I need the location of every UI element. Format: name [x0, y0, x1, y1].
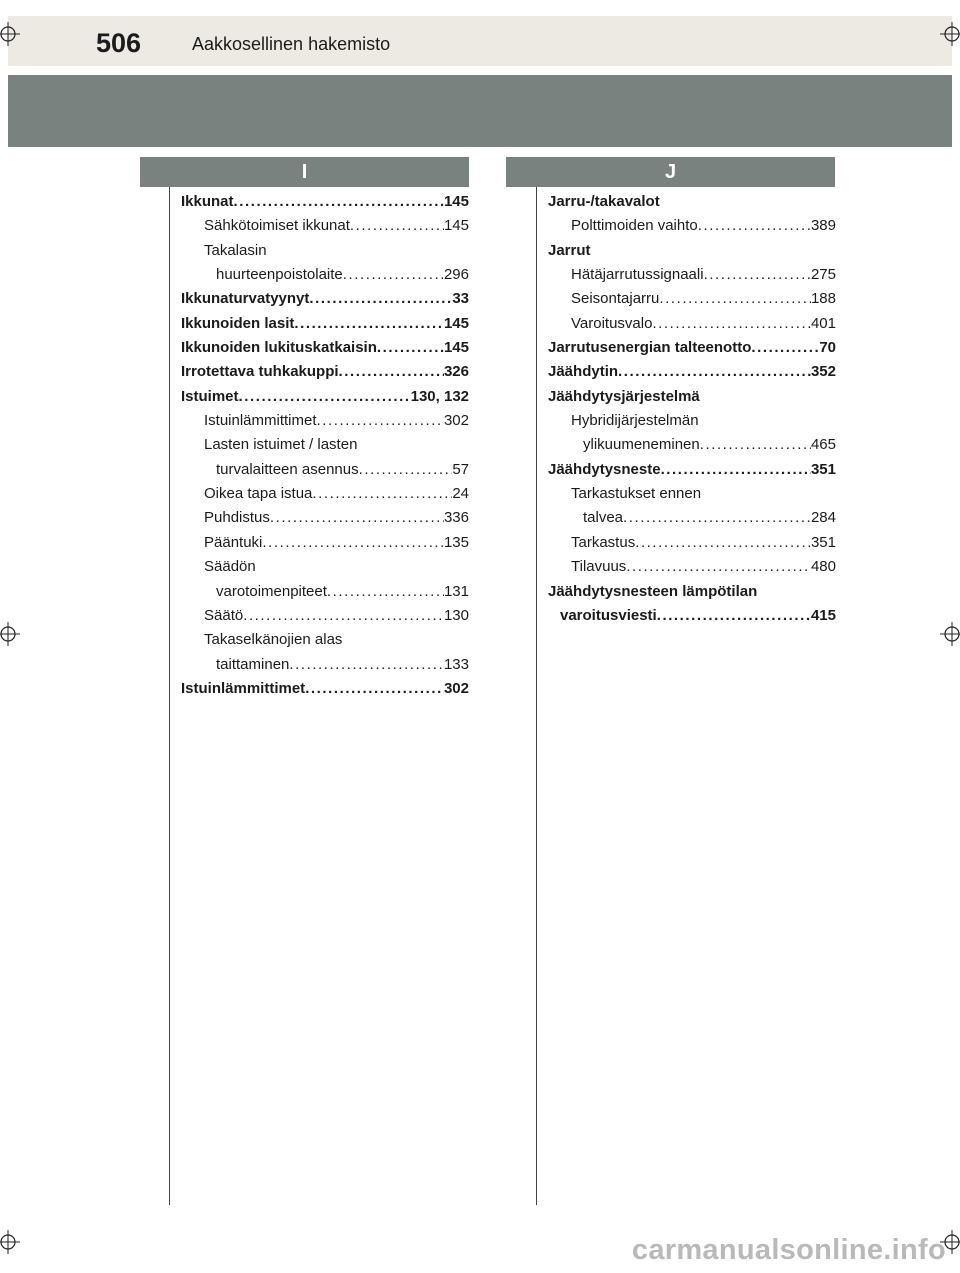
index-page-ref[interactable]: 480 [810, 558, 836, 576]
index-entry [548, 360, 836, 384]
index-page-ref[interactable]: 302 [443, 412, 469, 430]
index-term: Pääntuki [204, 533, 263, 551]
leader-dots [294, 312, 444, 336]
leader-dots [339, 360, 444, 384]
index-term: talvea [583, 509, 624, 527]
index-entry [181, 385, 469, 409]
index-page-ref[interactable]: 336 [443, 509, 469, 527]
leader-dots [657, 604, 811, 628]
index-page-ref[interactable]: 465 [810, 436, 836, 454]
leader-dots [700, 433, 811, 457]
index-entry [181, 506, 469, 530]
registration-mark-icon [940, 622, 960, 646]
index-page-ref[interactable]: 401 [810, 314, 836, 332]
leader-dots [704, 263, 811, 287]
index-page-ref[interactable]: 131 [443, 582, 469, 600]
index-entry [181, 190, 469, 214]
index-entry [181, 312, 469, 336]
leader-dots [270, 506, 444, 530]
index-term: Jäähdytin [548, 363, 619, 381]
index-entry [181, 482, 469, 506]
index-page-ref[interactable]: 24 [452, 485, 469, 503]
registration-mark-icon [0, 22, 20, 46]
index-entry [548, 312, 836, 336]
index-entry [548, 555, 836, 579]
index-term: huurteenpoistolaite [216, 266, 343, 284]
index-term: Säädön [204, 558, 256, 576]
index-term: varoitusviesti [560, 606, 657, 624]
registration-mark-icon [0, 622, 20, 646]
index-entry [548, 409, 836, 433]
page-title: Aakkosellinen hakemisto [192, 34, 391, 54]
leader-dots [618, 360, 811, 384]
index-term: Ikkunoiden lasit [181, 314, 295, 332]
index-page-ref[interactable]: 130, 132 [410, 387, 469, 405]
index-page-ref[interactable]: 284 [810, 509, 836, 527]
index-entry [548, 385, 836, 409]
index-term: Tarkastukset ennen [571, 485, 702, 503]
index-term: Puhdistus [204, 509, 270, 527]
registration-mark-icon [940, 22, 960, 46]
index-entry [548, 263, 836, 287]
leader-dots [659, 287, 811, 311]
index-page-ref[interactable]: 145 [443, 314, 469, 332]
index-entry [548, 214, 836, 238]
section-letter-j: J [506, 157, 835, 187]
leader-dots [698, 214, 811, 238]
index-entry [548, 287, 836, 311]
section-banner [8, 75, 952, 147]
index-entry [548, 433, 836, 457]
index-entry [181, 555, 469, 579]
column-rule-j [536, 187, 537, 1205]
index-entry [548, 604, 836, 628]
index-term: Varoitusvalo [571, 314, 653, 332]
index-term: Hätäjarrutussignaali [571, 266, 704, 284]
index-entry [181, 531, 469, 555]
index-term: varotoimenpiteet [216, 582, 327, 600]
index-entry [181, 214, 469, 238]
index-entry [181, 360, 469, 384]
index-term: Polttimoiden vaihto [571, 217, 698, 235]
index-term: Jäähdytysnesteen lämpötilan [548, 582, 758, 600]
index-entry [181, 628, 469, 652]
column-rule-i [169, 187, 170, 1205]
index-term: Jäähdytysjärjestelmä [548, 387, 700, 405]
leader-dots [312, 482, 452, 506]
index-entry [181, 653, 469, 677]
leader-dots [652, 312, 811, 336]
index-column-i [181, 190, 469, 701]
index-page-ref[interactable]: 57 [452, 460, 469, 478]
leader-dots [327, 580, 444, 604]
index-entry [548, 580, 836, 604]
index-term: Jarrutusenergian talteenotto [548, 339, 752, 357]
index-entry [181, 580, 469, 604]
index-term: Seisontajarru [571, 290, 660, 308]
index-entry [548, 239, 836, 263]
index-term: Ikkunat [181, 193, 234, 210]
leader-dots [309, 287, 452, 311]
index-term: Hybridijärjestelmän [571, 412, 699, 430]
index-entry [181, 263, 469, 287]
leader-dots [289, 653, 444, 677]
index-page-ref[interactable]: 352 [810, 363, 836, 381]
index-term: Takaselkänojien alas [204, 631, 343, 649]
leader-dots [305, 677, 444, 701]
index-page-ref[interactable]: 302 [443, 679, 469, 697]
leader-dots [635, 531, 811, 555]
index-entry [548, 190, 836, 214]
index-page-ref[interactable]: 33 [452, 290, 469, 308]
leader-dots [350, 214, 444, 238]
index-entry [181, 458, 469, 482]
leader-dots [661, 458, 811, 482]
index-page-ref[interactable]: 130 [443, 606, 469, 624]
leader-dots [234, 190, 444, 214]
leader-dots [377, 336, 444, 360]
leader-dots [626, 555, 811, 579]
index-page-ref[interactable]: 415 [810, 606, 836, 624]
index-entry [548, 531, 836, 555]
leader-dots [751, 336, 819, 360]
index-term: ylikuumeneminen [583, 436, 700, 454]
index-entry [548, 482, 836, 506]
registration-mark-icon [0, 1230, 20, 1254]
index-page-ref[interactable]: 326 [443, 363, 469, 381]
index-term: Ikkunoiden lukituskatkaisin [181, 339, 377, 357]
index-page-ref[interactable]: 145 [443, 193, 469, 210]
index-column-j [548, 190, 836, 628]
index-term: Tilavuus [571, 558, 627, 576]
index-page-ref[interactable]: 351 [810, 460, 836, 478]
index-entry [181, 239, 469, 263]
index-page-ref[interactable]: 133 [443, 655, 469, 673]
leader-dots [623, 506, 811, 530]
index-page-ref[interactable]: 145 [443, 217, 469, 235]
index-entry [548, 506, 836, 530]
page-number: 506 [96, 28, 142, 58]
index-entry [181, 677, 469, 701]
leader-dots [317, 409, 444, 433]
index-page-ref[interactable]: 70 [819, 339, 836, 357]
leader-dots [239, 385, 411, 409]
index-term: taittaminen [216, 655, 290, 673]
index-term: Istuimet [181, 387, 239, 405]
index-entry [181, 604, 469, 628]
index-entry [548, 458, 836, 482]
index-page-ref[interactable]: 188 [810, 290, 836, 308]
index-page-ref[interactable]: 135 [443, 533, 469, 551]
index-entry [181, 336, 469, 360]
header-band [8, 16, 952, 66]
leader-dots [262, 531, 444, 555]
index-entry [181, 433, 469, 457]
index-page-ref[interactable]: 145 [443, 339, 469, 357]
index-term: Oikea tapa istua [204, 485, 313, 503]
index-term: Sähkötoimiset ikkunat [204, 217, 350, 235]
index-term: Jäähdytysneste [548, 460, 661, 478]
leader-dots [343, 263, 444, 287]
index-page-ref[interactable]: 275 [810, 266, 836, 284]
index-term: Lasten istuimet / lasten [204, 436, 358, 454]
index-term: Jarru-/takavalot [548, 193, 660, 210]
index-entry [181, 287, 469, 311]
index-page-ref[interactable]: 389 [810, 217, 836, 235]
index-term: turvalaitteen asennus [216, 460, 359, 478]
section-letter-i: I [140, 157, 469, 187]
leader-dots [243, 604, 444, 628]
watermark: carmanualsonline.info [631, 1234, 946, 1266]
index-term: Tarkastus [571, 533, 636, 551]
index-term: Istuinlämmittimet [204, 412, 317, 430]
leader-dots [359, 458, 453, 482]
index-term: Säätö [204, 606, 244, 624]
index-term: Istuinlämmittimet [181, 679, 306, 697]
index-term: Ikkunaturvatyynyt [181, 290, 310, 308]
index-term: Irrotettava tuhkakuppi [181, 363, 339, 381]
index-page-ref[interactable]: 351 [810, 533, 836, 551]
index-term: Takalasin [204, 241, 267, 259]
index-term: Jarrut [548, 241, 591, 259]
index-entry [181, 409, 469, 433]
index-entry [548, 336, 836, 360]
index-page-ref[interactable]: 296 [443, 266, 469, 284]
